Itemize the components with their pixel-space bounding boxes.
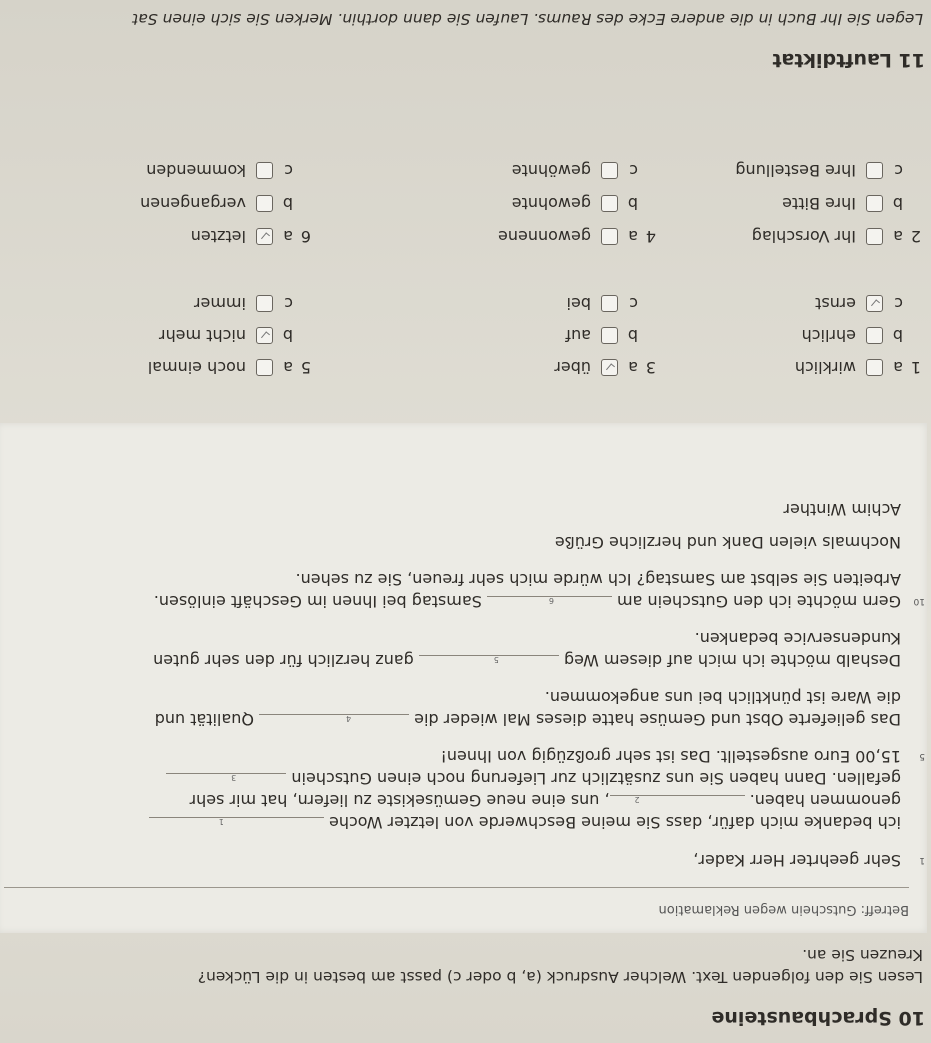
q3-option-a[interactable] [554, 356, 656, 380]
q6-option-c[interactable] [146, 159, 311, 183]
gap-5 [419, 655, 559, 670]
option-letter: b [627, 326, 638, 346]
q4-option-b[interactable] [512, 192, 656, 216]
option-letter: c [629, 161, 638, 181]
subject-divider [4, 887, 909, 888]
q3-option-b[interactable] [565, 324, 656, 348]
letter-text: ich bedanke mich dafür, dass Sie meine Beschwerde von letzter Woche [328, 813, 901, 832]
option-letter: a [628, 358, 638, 378]
checkbox-q6a[interactable] [256, 229, 273, 246]
option-text: bei [566, 294, 591, 314]
section-10-number: 10 [898, 1007, 925, 1029]
letter-signature: Achim Winther [783, 500, 901, 519]
q2-option-c[interactable] [735, 159, 921, 183]
letter-line-5 [155, 708, 901, 730]
option-text: ehrlich [801, 326, 856, 346]
option-letter: a [893, 227, 903, 247]
section-10-title: Sprachbausteine [711, 1007, 892, 1029]
checkbox-q1c[interactable] [866, 296, 883, 313]
option-text: letzten [190, 227, 246, 247]
option-text: vergangenen [140, 194, 246, 214]
letter-text: Samstag bei Ihnen im Geschäft einlösen. [153, 592, 482, 611]
letter-text: Das gelieferte Obst und Gemüse hatte dieses Mal wieder die [414, 710, 901, 729]
q2-option-a[interactable] [752, 225, 921, 249]
line-number-5: 5 [919, 751, 925, 761]
checkbox-q3b[interactable] [601, 328, 618, 345]
letter-text: genommen haben. [749, 791, 901, 810]
checkbox-q1b[interactable] [866, 328, 883, 345]
letter-line-9 [154, 590, 901, 612]
question-number: 3 [645, 358, 656, 378]
letter-text: gefallen. Dann haben Sie uns zusätzlich zur Lieferung noch einen Gutschein [291, 769, 901, 788]
section-11-number: 11 [898, 49, 925, 71]
option-letter: b [282, 194, 293, 214]
letter-text: ganz herzlich für den sehr guten [153, 651, 414, 670]
section-10-heading [712, 1007, 926, 1029]
option-letter: a [283, 227, 293, 247]
q1-option-a[interactable] [795, 356, 921, 380]
gap-number: 4 [345, 714, 352, 723]
gap-6 [487, 596, 612, 611]
option-text: über [554, 358, 591, 378]
option-letter: b [892, 326, 903, 346]
letter-text: Qualität und [154, 710, 254, 729]
option-letter: b [627, 194, 638, 214]
line-number-10: 10 [913, 596, 925, 606]
question-number: 5 [300, 358, 311, 378]
checkbox-q5c[interactable] [256, 296, 273, 313]
checkbox-q3c[interactable] [601, 296, 618, 313]
option-letter: a [628, 227, 638, 247]
option-text: Ihre Bestellung [735, 161, 856, 181]
option-text: nicht mehr [158, 326, 246, 346]
checkbox-q2b[interactable] [866, 196, 883, 213]
letter-line-7 [153, 649, 901, 671]
gap-4 [259, 714, 409, 729]
section-11-title: Lauftdiktat [772, 49, 892, 71]
checkbox-q1a[interactable] [866, 360, 883, 377]
q6-option-a[interactable] [191, 225, 311, 249]
letter-subject: Betreff: Gutschein wegen Reklamation [658, 902, 909, 917]
q5-option-a[interactable] [148, 356, 311, 380]
checkbox-q6c[interactable] [256, 163, 273, 180]
option-letter: b [892, 194, 903, 214]
option-text: gewöhnte [511, 161, 591, 181]
section-11-heading [772, 49, 925, 71]
option-text: gewonnene [498, 227, 591, 247]
letter-closing: Nochmals vielen Dank und herzliche Grüße [554, 533, 901, 552]
option-text: wirklich [794, 358, 856, 378]
letter-line-3 [166, 767, 901, 789]
gap-1 [149, 817, 324, 832]
letter-line-2 [190, 789, 901, 811]
checkbox-q4b[interactable] [601, 196, 618, 213]
option-text: gewohnte [511, 194, 591, 214]
checkbox-q5b[interactable] [256, 328, 273, 345]
question-number: 6 [300, 227, 311, 247]
option-text: immer [193, 294, 246, 314]
section-11-instruction: Legen Sie Ihr Buch in die andere Ecke des Raums. Laufen Sie dann dorthin. Merken Sie sich einen Sat [132, 10, 923, 28]
letter-line-8: Kundenservice bedanken. [694, 629, 901, 648]
gap-number: 5 [493, 655, 499, 664]
line-number-1: 1 [919, 855, 925, 865]
gap-number: 6 [548, 596, 554, 605]
letter-text: Deshalb möchte ich mich auf diesem Weg [563, 651, 901, 670]
question-number: 4 [645, 227, 656, 247]
instruction-line-2: Kreuzen Sie an. [802, 946, 923, 964]
checkbox-q5a[interactable] [256, 360, 273, 377]
gap-number: 1 [218, 817, 224, 826]
letter-line-4: 15,00 Euro ausgestellt. Das ist sehr großzügig von Ihnen! [440, 747, 901, 766]
gap-3 [166, 773, 286, 788]
checkbox-q2a[interactable] [866, 229, 883, 246]
q5-option-c[interactable] [194, 292, 311, 316]
checkbox-q2c[interactable] [866, 163, 883, 180]
q6-option-b[interactable] [140, 192, 311, 216]
letter-text: , uns eine neue Gemüsekiste zu liefern, hat mir sehr [189, 791, 610, 810]
letter-greeting: Sehr geehrter Herr Kader, [693, 851, 901, 870]
q4-option-a[interactable] [498, 225, 656, 249]
option-letter: c [629, 294, 638, 314]
checkbox-q3a[interactable] [601, 360, 618, 377]
option-text: kommenden [146, 161, 246, 181]
checkbox-q6b[interactable] [256, 196, 273, 213]
checkbox-q4a[interactable] [601, 229, 618, 246]
q1-option-b[interactable] [802, 324, 921, 348]
option-letter: c [894, 161, 903, 181]
letter-line-1 [149, 811, 901, 833]
letter-line-10: Arbeiten Sie selbst am Samstag? Ich würde mich sehr freuen, Sie zu sehen. [295, 570, 901, 589]
option-text: noch einmal [147, 358, 246, 378]
option-letter: c [894, 294, 903, 314]
question-number: 1 [910, 358, 921, 378]
gap-2 [610, 795, 745, 810]
q5-option-b[interactable] [159, 324, 311, 348]
option-text: auf [565, 326, 591, 346]
q1-option-c[interactable] [815, 292, 921, 316]
q3-option-c[interactable] [567, 292, 656, 316]
option-letter: a [283, 358, 293, 378]
option-letter: c [284, 294, 293, 314]
option-letter: b [282, 326, 293, 346]
letter-text: Gern möchte ich den Gutschein am [617, 592, 901, 611]
gap-number: 3 [231, 773, 237, 782]
option-letter: c [284, 161, 293, 181]
option-text: Ihr Vorschlag [751, 227, 856, 247]
option-text: ernst [815, 294, 856, 314]
q4-option-c[interactable] [512, 159, 656, 183]
q2-option-b[interactable] [782, 192, 921, 216]
option-letter: a [893, 358, 903, 378]
question-number: 2 [910, 227, 921, 247]
instruction-line-1: Lesen Sie den folgenden Text. Welcher Ausdruck (a, b oder c) passt am besten in die Lücken? [197, 968, 923, 986]
letter-line-6: die Ware ist pünktlich bei uns angekommen. [544, 688, 901, 707]
option-text: Ihre Bitte [782, 194, 856, 214]
checkbox-q4c[interactable] [601, 163, 618, 180]
gap-number: 2 [634, 795, 640, 804]
